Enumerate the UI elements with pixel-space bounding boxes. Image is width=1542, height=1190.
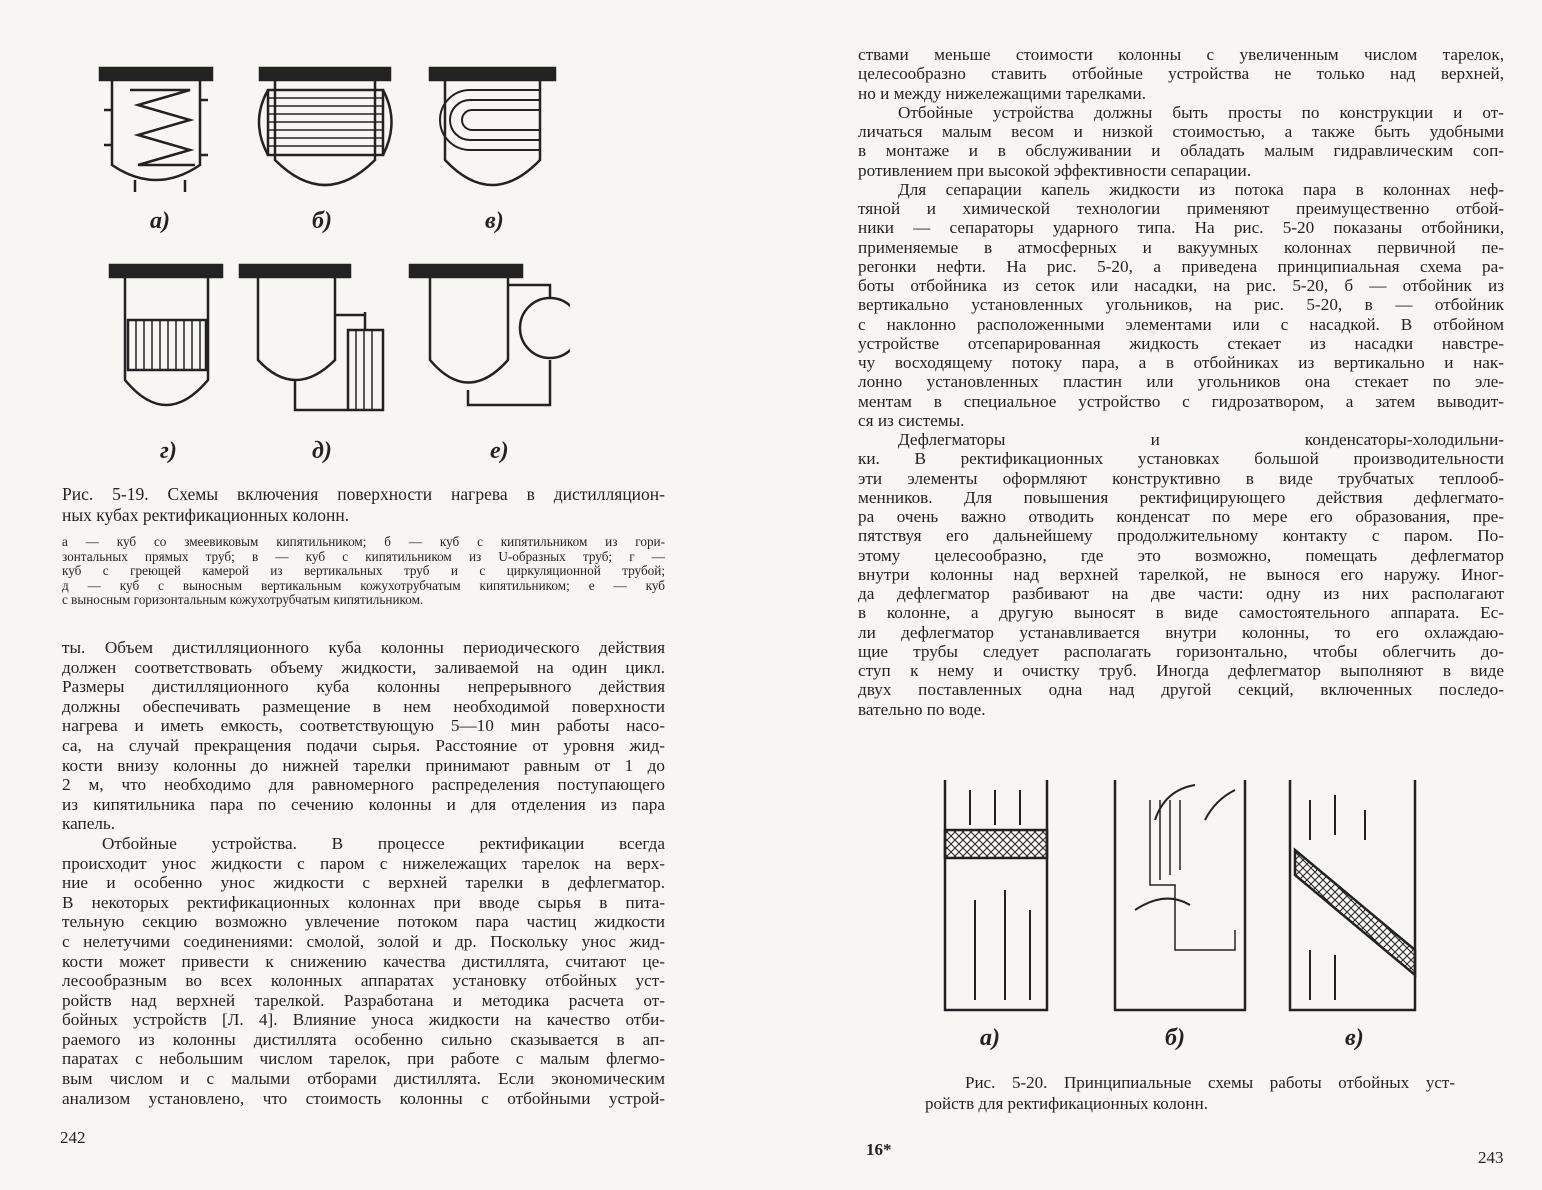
label-d: д)	[312, 438, 332, 464]
text-line: вым числом и с малыми отборами дистиллята. Если экономическим	[62, 1069, 665, 1089]
text-line: д — куб с выносным вертикальным кожухотрубчатым кипятильником; е — куб	[62, 578, 665, 593]
text-line: ние и особенно унос жидкости с верхней тарелки в дефлегматор.	[62, 873, 665, 893]
diagram-e-horizontal-external-reboiler	[410, 265, 570, 405]
text-line: кости внизу колонны до нижней тарелки принимают равным от 1 до	[62, 755, 665, 775]
text-line: этому целесообразно, где это возможно, помещать дефлегматор	[858, 545, 1504, 565]
figure-5-19-caption	[62, 484, 665, 526]
text-line: менников. Для повышения ректифицирующего действия дефлегмато-	[858, 487, 1504, 507]
text-line: вательно по воде.	[858, 699, 986, 719]
text-line: эти элементы оформляют конструктивно в виде трубчатых теплооб-	[858, 468, 1504, 488]
diagram-g-heating-chamber	[110, 265, 222, 405]
page-number-right: 243	[1478, 1148, 1504, 1167]
text-line: двух поставленных одна над другой секций, включенных последо-	[858, 680, 1504, 700]
text-line: щие трубы следует располагать горизонтально, чтобы облегчить до-	[858, 641, 1504, 661]
label-v: в)	[1345, 1025, 1364, 1051]
text-line: ментам в специальное устройство с гидрозатвором, а затем выводит-	[858, 391, 1504, 411]
text-line: ли дефлегматор устанавливается внутри колонны, то его охлаждаю-	[858, 622, 1504, 642]
text-line: а — куб со змеевиковым кипятильником; б — куб с кипятильником из гори-	[62, 535, 665, 549]
diagram-d-vertical-external-reboiler	[240, 265, 383, 410]
text-line: лонно установленных пластин или угольников она стекает по эле-	[858, 372, 1504, 392]
text-line: Отбойные устройства. В процессе ректификации всегда	[102, 833, 665, 853]
separator-v-inclined	[1290, 780, 1415, 1010]
label-a: а)	[150, 208, 170, 234]
text-line: анализом установлено, что стоимость колонны с отбойными устрой-	[62, 1088, 665, 1108]
text-line: В некоторых ректификационных колоннах при вводе сырья в пита-	[62, 892, 665, 912]
figure-5-19	[90, 60, 570, 470]
text-line: из кипятильника пара по сечению колонны и для отделения из пара	[62, 794, 665, 814]
text-line: применяемые в атмосферных и вакуумных колоннах первичной пе-	[858, 237, 1504, 257]
text-line: с выносным горизонтальным кожухотрубчатым кипятильником.	[62, 593, 424, 608]
text-line: ствами меньше стоимости колонны с увеличенным числом тарелок,	[858, 45, 1504, 64]
text-line: ты. Объем дистилляционного куба колонны периодического действия	[62, 638, 665, 657]
text-line: чу восходящему потоку пара, а в отбойниках из вертикально и нак-	[858, 353, 1504, 372]
text-line: ки. В ректификационных установках большой производительности	[858, 449, 1504, 469]
separator-b-angles	[1115, 780, 1245, 1010]
figure-5-19-legend	[62, 535, 665, 608]
text-line: ройств над верхней тарелкой. Разработана и методика расчета от-	[62, 990, 665, 1010]
text-line: Рис. 5-19. Схемы включения поверхности нагрева в дистилляцион-	[62, 484, 665, 504]
text-line: но и между нижележащими тарелками.	[858, 83, 1147, 103]
text-line: происходит унос жидкости с паром с нижележащих тарелок на верх-	[62, 853, 665, 873]
diagram-b-horizontal-tubes	[259, 68, 392, 185]
text-line: лесообразным во всех колонных аппаратах установку отбойных уст-	[62, 971, 665, 991]
text-line: раемого из колонны дистиллята особенно сильно сказывается в ап-	[62, 1029, 665, 1049]
text-line: кости может привести к снижению качества дистиллята, считают це-	[62, 951, 665, 971]
diagram-a-coil-reboiler	[100, 68, 212, 192]
label-b: б)	[1165, 1025, 1185, 1051]
label-e: е)	[490, 438, 509, 464]
text-line: должен соответствовать объему жидкости, заливаемой на один цикл.	[62, 657, 665, 677]
figure-5-20-caption	[925, 1072, 1455, 1114]
text-line: Отбойные устройства должны быть просты по конструкции и от-	[898, 102, 1504, 122]
text-line: тельную секцию возможно увлечение потоком пара частиц жидкости	[62, 912, 665, 932]
text-line: Для сепарации капель жидкости из потока пара в колоннах неф-	[898, 179, 1504, 199]
text-line: внутри колонны над верхней тарелкой, не вынося его наружу. Иног-	[858, 564, 1504, 584]
text-line: ся из системы.	[858, 410, 965, 430]
text-line: 2 м, что необходимо для равномерного распределения поступающего	[62, 775, 665, 795]
text-line: Рис. 5-20. Принципиальные схемы работы отбойных уст-	[965, 1073, 1455, 1092]
text-line: ники — сепараторы ударного типа. На рис. 5-20 показаны отбойники,	[858, 218, 1504, 238]
text-line: Размеры дистилляционного куба колонны непрерывного действия	[62, 677, 665, 697]
label-g: г)	[160, 438, 177, 464]
label-v: в)	[485, 208, 504, 234]
text-line: боты отбойника из сеток или насадки, на рис. 5-20, б — отбойник из	[858, 276, 1504, 295]
text-line: личаться малым весом и низкой стоимостью, а также быть удобными	[858, 122, 1504, 141]
left-page-body	[62, 638, 665, 1108]
text-line: ротивлением при высокой эффективности сепарации.	[858, 160, 1251, 180]
diagram-v-u-tubes	[430, 68, 555, 185]
text-line: ра очень важно отводить конденсат по мере его образования, пре-	[858, 507, 1504, 526]
text-line: Дефлегматоры и конденсаторы-холодильни-	[898, 430, 1504, 449]
text-line: бойных устройств [Л. 4]. Влияние уноса жидкости на качество отби-	[62, 1010, 665, 1030]
right-page-body	[858, 45, 1504, 719]
text-line: с нелетучими соединениями: смолой, золой и др. Поскольку унос жид-	[62, 931, 665, 951]
text-line: должны обеспечивать размещение в нем необходимой поверхности	[62, 696, 665, 716]
text-line: зонтальных прямых труб; в — куб с кипятильником из U-образных труб; г —	[62, 549, 665, 564]
text-line: нагрева и иметь емкость, соответствующую 5—10 мин работы насо-	[62, 716, 665, 736]
label-a: а)	[980, 1025, 1000, 1051]
text-line: устройстве отсепарированная жидкость стекает из насадки навстре-	[858, 333, 1504, 353]
text-line: пятствуя его дальнейшему продолжительному контакту с паром. По-	[858, 526, 1504, 546]
text-line: да дефлегматор разбивают на две части: одну из них располагают	[858, 584, 1504, 603]
text-line: ных кубах ректификационных колонн.	[62, 505, 350, 525]
page-number-left: 242	[60, 1128, 86, 1147]
text-line: капель.	[62, 814, 116, 834]
text-line: в монтаже и в обслуживании и обладать малым гидравлическим соп-	[858, 141, 1504, 161]
text-line: в колонне, а другую выносят в виде самостоятельного аппарата. Ес-	[858, 603, 1504, 623]
text-line: ступ к нему и очистку труб. Иногда дефлегматор выполняют в виде	[858, 661, 1504, 680]
separator-a-mesh	[945, 780, 1047, 1010]
text-line: вертикально установленных угольников, на рис. 5-20, в — отбойник	[858, 295, 1504, 315]
text-line: тяной и химической технологии применяют преимущественно отбой-	[858, 199, 1504, 218]
text-line: целесообразно ставить отбойные устройства не только над верхней,	[858, 64, 1504, 84]
figure-5-20	[935, 780, 1435, 1060]
text-line: регонки нефти. На рис. 5-20, а приведена принципиальная схема ра-	[858, 256, 1504, 276]
text-line: куб с греющей камерой из вертикальных труб и с циркуляционной трубой;	[62, 564, 665, 579]
text-line: паратах с небольшим числом тарелок, при работе с малым флегмо-	[62, 1049, 665, 1069]
label-b: б)	[312, 208, 332, 234]
text-line: с наклонно расположенными элементами или с насадкой. В отбойном	[858, 314, 1504, 334]
signature-mark: 16*	[866, 1140, 892, 1159]
text-line: са, на случай прекращения подачи сырья. Расстояние от уровня жид-	[62, 735, 665, 755]
text-line: ройств для ректификационных колонн.	[925, 1094, 1208, 1113]
